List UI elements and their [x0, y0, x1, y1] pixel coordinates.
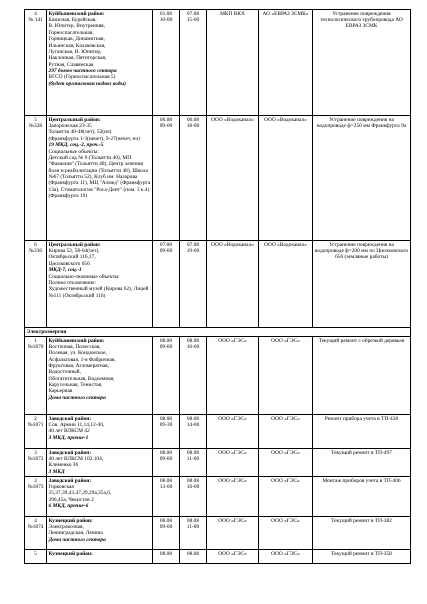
end-datetime: 08.08 11-00	[180, 448, 207, 476]
executing-org: ООО «ГЭС»	[259, 476, 313, 516]
affected-count: 6 МКД, прочие-6	[48, 503, 89, 510]
address-list: Кирова 52, 58-64(чет), Октябрьский 116,17, Циолковского 656	[48, 248, 100, 267]
work-reason: Устранение повреждения на водопроводе ф=250 мм Франкфурта 9а	[313, 116, 411, 241]
executing-org: ООО «ГЭС»	[259, 448, 313, 476]
district-name: Центральный район:	[48, 116, 101, 123]
section-title: Электроэнергия	[25, 328, 411, 337]
social-objects: ВГСО (Горноспасательная 5)	[48, 74, 116, 81]
address-cell	[47, 516, 153, 549]
work-reason: Текущий ремонт с обрезкой деревьев	[313, 336, 411, 414]
responsible-org: ООО «ГЭС»	[207, 476, 259, 516]
table-row	[25, 336, 411, 414]
responsible-org: ООО «ГЭС»	[207, 549, 259, 563]
table-row	[25, 414, 411, 448]
row-number: 6 №336	[25, 241, 47, 328]
table-row	[25, 516, 411, 549]
address-list: Электровозная, Ленинградская, Ленина	[48, 524, 103, 537]
responsible-org: ООО «Водоканал»	[207, 116, 259, 241]
start-datetime: 08.08	[153, 549, 180, 563]
address-list: Запорожская 23-35 Тольятти 40-48(чет), 52(нч) (Франкфурта 1-3(нечет), 9-27(нечет, нч)	[48, 123, 140, 142]
responsible-org: ООО «ГЭС»	[207, 516, 259, 549]
start-datetime: 08.08 09-00	[153, 516, 180, 549]
work-reason: Ремонт прибора учета в ТП-436	[313, 414, 411, 448]
note: (будет организован подвоз воды)	[48, 80, 126, 87]
work-reason: Текущий ремонт в ТП-358	[313, 549, 411, 563]
end-datetime: 08.08 16-00	[180, 336, 207, 414]
row-number: 3 №1873	[25, 476, 47, 516]
address-cell	[47, 336, 153, 414]
address-cell	[47, 476, 153, 516]
address-list: 40 лет ВЛКСМ 102,104, Клименко 36	[48, 456, 104, 469]
district-name: Куйбышевский район:	[48, 337, 105, 344]
district-name: Заводской район:	[48, 449, 92, 456]
start-datetime: 07.08 09-00	[153, 241, 180, 328]
outage-schedule-table	[24, 9, 411, 564]
social-objects: Социальные объекты: Детский сад № 9 (Тольятти 40), МП "Фамилия" (Тольятти 48), Центр лечения боли и реабилитации (Тольятти 48), Школа №67 (Тольятти 52), Клуб им. Назарова (Франкфурта 11), МЦ "Алмед" (Франкфурта 13а), Стоматология "Роса-Дент" (пом. 3 к.4) (Франкфурта 19)	[48, 148, 151, 199]
responsible-org: ООО «ГЭС»	[207, 448, 259, 476]
district-name: Кузнецкий район:	[48, 517, 93, 524]
affected-count: 19 МКД, соц.-2, проч.-5	[48, 142, 104, 149]
responsible-org: МКП ВКХ	[207, 10, 259, 116]
table-row	[25, 448, 411, 476]
affected-count: Дома частного сектора	[48, 394, 106, 401]
district-name: Заводской район:	[48, 477, 92, 484]
work-reason: Текущий ремонт в ТП-382	[313, 516, 411, 549]
executing-org: ООО «ГЭС»	[259, 336, 313, 414]
address-list: Сов. Армии 11,14,12-40, 40 лет ВЛКСМ 42	[48, 422, 105, 435]
district-name: Центральный район:	[48, 241, 101, 248]
table-row	[25, 549, 411, 563]
address-cell	[47, 116, 153, 241]
responsible-org: ООО «Водоканал»	[207, 241, 259, 328]
affected-count: Дома частного сектора	[48, 536, 106, 543]
end-datetime: 07.08 15-00	[180, 10, 207, 116]
end-datetime: 08.08	[180, 549, 207, 563]
executing-org: ООО «Водоканал»	[259, 116, 313, 241]
address-cell	[47, 241, 153, 328]
executing-org: ООО «Водоканал»	[259, 241, 313, 328]
district-name: Куйбышевский район:	[48, 10, 105, 17]
responsible-org: ООО «ГЭС»	[207, 414, 259, 448]
address-list: Базисная, Бурейская, В. Юпитер, Внутренняя, Горноспасательная, Горницкая, Динамитная, Ильинская, Калачевская, Луганская, Н. Юпитер, Наклонная, Пятигорская, Рутная, Славянская	[48, 17, 107, 68]
social-objects: Социально-значимые объекты: Полное отключение: Художественный музей (Кирова 62), Лицей №111 (Октябрьский 116)	[48, 273, 149, 299]
affected-count: МКД-7, соц.-1	[48, 267, 82, 274]
district-name: Заводской район:	[48, 415, 92, 422]
table-row	[25, 476, 411, 516]
affected-count: 297 домов частного сектора	[48, 67, 117, 74]
end-datetime: 08.08 14-00	[180, 414, 207, 448]
start-datetime: 08.08 09-30	[153, 414, 180, 448]
start-datetime: 08.08 09-00	[153, 336, 180, 414]
end-datetime: 07.08 19-00	[180, 241, 207, 328]
work-reason: Устранение повреждения на водопроводе ф=200 мм по Циолковского 656 (земляные работы)	[313, 241, 411, 328]
start-datetime: 08.08 13-00	[153, 476, 180, 516]
row-number: 5	[25, 549, 47, 563]
end-datetime: 06.08 18-00	[180, 116, 207, 241]
row-number: 5 №328	[25, 116, 47, 241]
address-cell	[47, 414, 153, 448]
address-cell	[47, 10, 153, 116]
affected-count: 3 МКД	[48, 468, 65, 475]
address-list: Горковская 35,37,39,43,47,29,29а,35а,6, 396,45а, Чекистов 2	[48, 484, 112, 503]
row-number: 4 № 141	[25, 10, 47, 116]
row-number: 3 №1872	[25, 448, 47, 476]
address-list: Восточная, Полесская, Полевая, ул. Кондомское, Асфальтовая, 1-я Фабричная, Фруктовая, Агломератная, Водосточный, Обогатительная, Водоемная, Карусельная, Тенистая, Карьерная	[48, 344, 116, 395]
executing-org: ООО «ГЭС»	[259, 549, 313, 563]
executing-org: ООО «ГЭС»	[259, 414, 313, 448]
start-datetime: 06.08 09-00	[153, 116, 180, 241]
responsible-org: ООО «ГЭС»	[207, 336, 259, 414]
work-reason: Текущий ремонт в ТП-497	[313, 448, 411, 476]
executing-org: ООО «ГЭС»	[259, 516, 313, 549]
section-header-row	[25, 328, 411, 337]
table-row	[25, 241, 411, 328]
address-cell	[47, 549, 153, 563]
table-row	[25, 116, 411, 241]
work-reason: Монтаж приборов учета в ТП-406	[313, 476, 411, 516]
row-number: 2 №1871	[25, 414, 47, 448]
affected-count: 3 МКД, прочие-1	[48, 434, 89, 441]
end-datetime: 08.08 16-00	[180, 476, 207, 516]
end-datetime: 08.08 11-00	[180, 516, 207, 549]
district-name: Кузнецкий район:	[48, 550, 93, 557]
table-row	[25, 10, 411, 116]
start-datetime: 01.08 10-00	[153, 10, 180, 116]
address-cell	[47, 448, 153, 476]
executing-org: АО «ЕВРАЗ ЗСМК»	[259, 10, 313, 116]
work-reason: Устранение повреждения технологического трубопровода АО ЕВРАЗ ЗСМК	[313, 10, 411, 116]
start-datetime: 08.08 09-00	[153, 448, 180, 476]
row-number: 1 №1870	[25, 336, 47, 414]
row-number: 4 №1874	[25, 516, 47, 549]
